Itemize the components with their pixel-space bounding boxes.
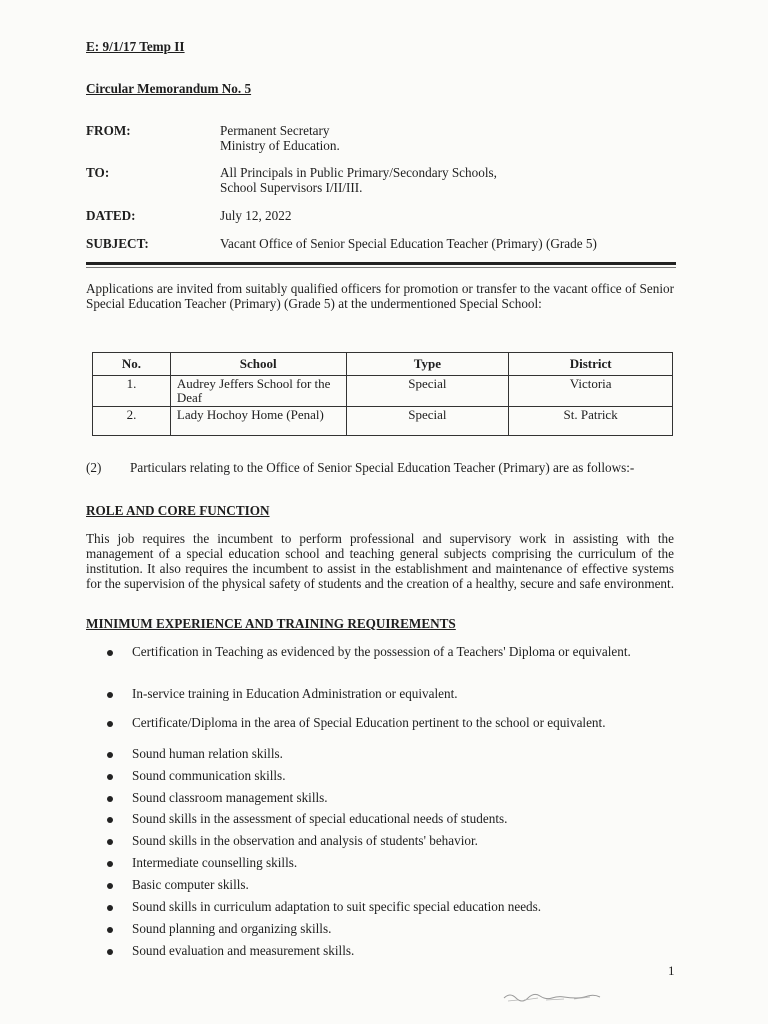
requirement-item: In-service training in Education Administration or equivalent. [132, 686, 458, 701]
file-reference: E: 9/1/17 Temp II [86, 39, 185, 54]
bullet-icon [107, 817, 113, 823]
bullet-icon [107, 949, 113, 955]
stamp-scribble [500, 988, 620, 1004]
requirement-item: Sound evaluation and measurement skills. [132, 943, 355, 958]
requirement-item: Sound communication skills. [132, 768, 286, 783]
role-paragraph: This job requires the incumbent to perform professional and supervisory work in assisting with the management of a special education school and teaching general subjects comprising the curriculum of the institution. It also requires the incumbent to assist in the establishment and maintenance of effective systems for the supervision of the physical safety of students and the creation of a healthy, secure and safe environment. [86, 531, 674, 591]
requirement-item: Sound human relation skills. [132, 746, 283, 761]
bullet-icon [107, 861, 113, 867]
role-heading: ROLE AND CORE FUNCTION [86, 503, 270, 518]
requirement-item: Sound skills in the assessment of special educational needs of students. [132, 811, 508, 826]
requirement-item: Certificate/Diploma in the area of Special Education pertinent to the school or equivalent. [132, 715, 606, 730]
header-rule-thin [86, 267, 676, 268]
to-line-2: School Supervisors I/II/III. [220, 180, 363, 195]
memo-title: Circular Memorandum No. 5 [86, 81, 252, 96]
cell-no: 1. [93, 376, 171, 407]
bullet-icon [107, 796, 113, 802]
table-header-row [93, 353, 673, 376]
requirements-heading: MINIMUM EXPERIENCE AND TRAINING REQUIREMENTS [86, 616, 456, 631]
requirement-item: Sound skills in the observation and analysis of students' behavior. [132, 833, 478, 848]
to-line-1: All Principals in Public Primary/Secondary Schools, [220, 165, 497, 180]
to-label: TO: [86, 165, 110, 180]
requirement-item: Certification in Teaching as evidenced by the possession of a Teachers' Diploma or equivalent. [132, 644, 631, 659]
table-row [93, 407, 673, 436]
schools-table [92, 352, 673, 436]
bullet-icon [107, 905, 113, 911]
dated-label: DATED: [86, 208, 136, 223]
requirement-item: Sound planning and organizing skills. [132, 921, 332, 936]
header-rule [86, 262, 676, 265]
from-line-1: Permanent Secretary [220, 123, 330, 138]
subject-label: SUBJECT: [86, 236, 149, 251]
cell-district: St. Patrick [509, 407, 673, 436]
cell-school: Audrey Jeffers School for the Deaf [170, 376, 346, 407]
cell-school: Lady Hochoy Home (Penal) [170, 407, 346, 436]
requirement-item: Intermediate counselling skills. [132, 855, 298, 870]
column-header-district: District [509, 353, 673, 376]
bullet-icon [107, 774, 113, 780]
cell-no: 2. [93, 407, 171, 436]
column-header-no: No. [93, 353, 171, 376]
intro-paragraph: Applications are invited from suitably qualified officers for promotion or transfer to the vacant office of Senior Special Education Teacher (Primary) (Grade 5) at the undermentioned Special School: [86, 281, 674, 311]
table-row [93, 376, 673, 407]
bullet-icon [107, 927, 113, 933]
bullet-icon [107, 721, 113, 727]
subject-value: Vacant Office of Senior Special Education Teacher (Primary) (Grade 5) [220, 236, 597, 251]
requirement-item: Sound classroom management skills. [132, 790, 328, 805]
column-header-type: Type [346, 353, 509, 376]
cell-type: Special [346, 407, 509, 436]
cell-type: Special [346, 376, 509, 407]
particulars-number: (2) [86, 460, 102, 475]
from-label: FROM: [86, 123, 131, 138]
page-number: 1 [668, 963, 675, 978]
dated-value: July 12, 2022 [220, 208, 292, 223]
from-line-2: Ministry of Education. [220, 138, 340, 153]
bullet-icon [107, 752, 113, 758]
bullet-icon [107, 839, 113, 845]
bullet-icon [107, 692, 113, 698]
bullet-icon [107, 650, 113, 656]
particulars-text: Particulars relating to the Office of Senior Special Education Teacher (Primary) are as follows:- [130, 460, 635, 475]
bullet-icon [107, 883, 113, 889]
requirement-item: Basic computer skills. [132, 877, 249, 892]
requirement-item: Sound skills in curriculum adaptation to suit specific special education needs. [132, 899, 542, 914]
cell-district: Victoria [509, 376, 673, 407]
column-header-school: School [170, 353, 346, 376]
